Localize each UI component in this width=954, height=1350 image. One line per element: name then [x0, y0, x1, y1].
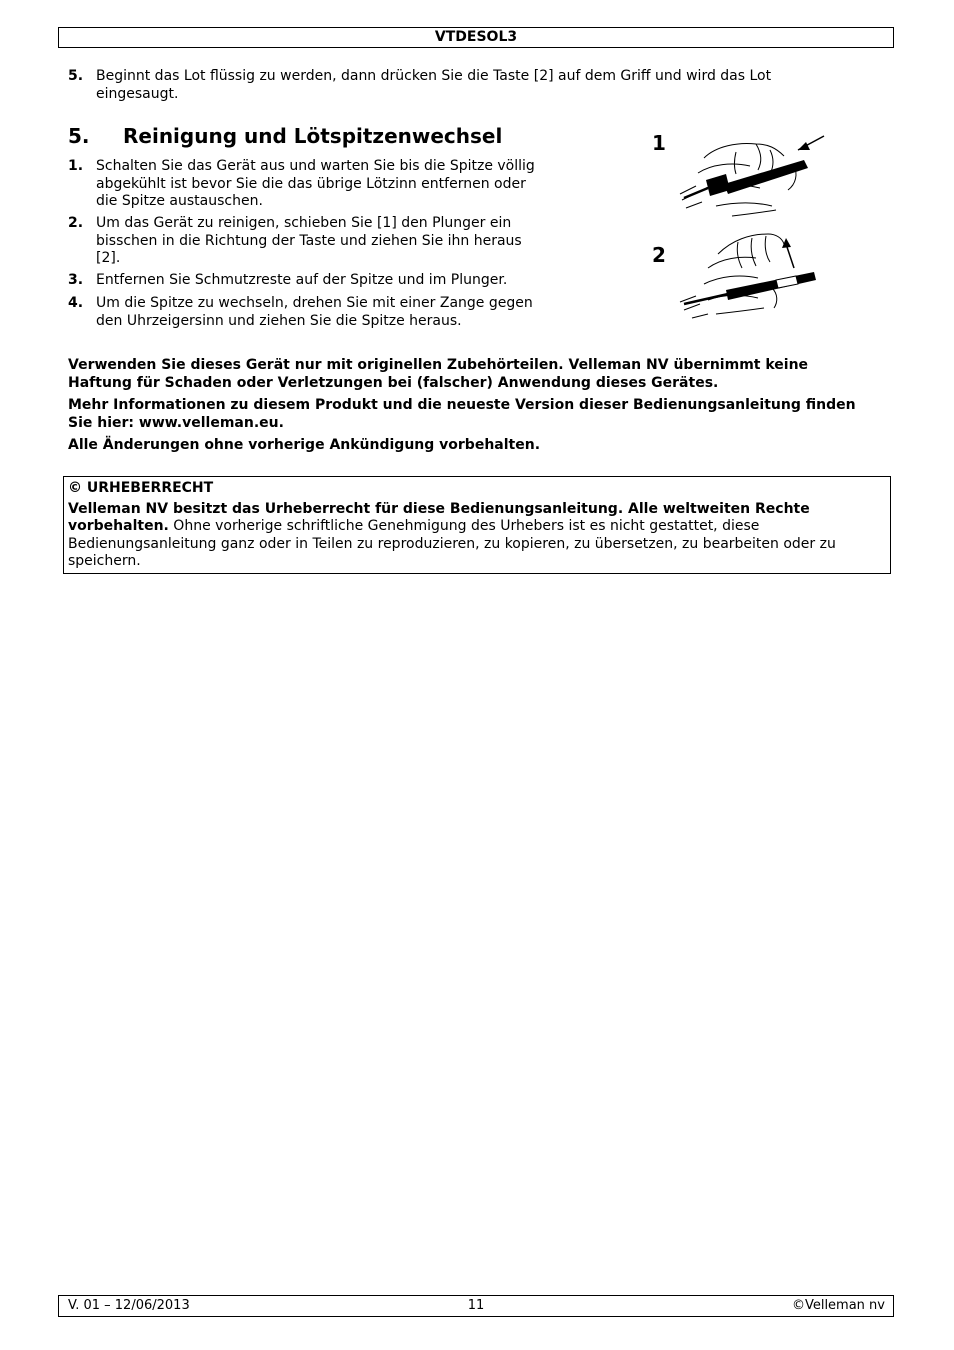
intro-step — [68, 68, 888, 104]
intro-step-line: eingesaugt. — [96, 85, 179, 102]
step-line: Um die Spitze zu wechseln, drehen Sie mit einer Zange gegen — [96, 295, 533, 311]
notice-line: Verwenden Sie dieses Gerät nur mit originellen Zubehörteilen. Velleman NV übernimmt keine — [68, 357, 809, 373]
notice-line: Sie hier: www.velleman.eu. — [68, 414, 284, 431]
plunger-pull-illustration — [678, 228, 828, 324]
notice-line: Mehr Informationen zu diesem Produkt und die neueste Version dieser Bedienungsanleitung finden — [68, 397, 856, 413]
intro-step-number: 5. — [68, 68, 84, 84]
copyright-line: speichern. — [68, 553, 141, 569]
notice-line: Alle Änderungen ohne vorherige Ankündigung vorbehalten. — [68, 437, 541, 453]
copyright-line — [68, 518, 886, 536]
copyright-bold-text: vorbehalten. — [68, 518, 169, 534]
step-line: abgekühlt ist bevor Sie die das übrige Lötzinn entfernen oder — [96, 175, 526, 192]
notice-accessories — [68, 357, 888, 392]
section-title-text: Reinigung und Lötspitzenwechsel — [123, 124, 503, 148]
step-line: [2]. — [96, 250, 121, 266]
page-header — [58, 27, 894, 48]
step-line: Schalten Sie das Gerät aus und warten Sie bis die Spitze völlig — [96, 158, 535, 174]
section-number: 5. — [68, 124, 90, 148]
footer-page-number: 11 — [467, 1298, 485, 1313]
notice-changes — [68, 437, 888, 455]
section-title — [68, 124, 502, 148]
footer-brand: ©Velleman nv — [791, 1298, 885, 1313]
copyright-text: Ohne vorherige schriftliche Genehmigung des Urhebers ist es nicht gestattet, diese — [168, 518, 760, 534]
step-line: Entfernen Sie Schmutzreste auf der Spitze und im Plunger. — [96, 272, 508, 288]
page-footer — [58, 1295, 894, 1317]
list-item — [68, 272, 568, 290]
list-item — [68, 158, 568, 212]
copyright-box — [63, 476, 891, 574]
step-number: 2. — [68, 215, 84, 231]
figure-2-label: 2 — [652, 243, 666, 267]
model-name: VTDESOL3 — [434, 29, 518, 45]
list-item — [68, 215, 568, 269]
step-number: 4. — [68, 295, 84, 311]
notice-line: Haftung für Schaden oder Verletzungen bei (falscher) Anwendung dieses Gerätes. — [68, 374, 719, 391]
plunger-push-illustration — [676, 128, 836, 223]
list-item — [68, 295, 568, 331]
intro-step-line: Beginnt das Lot flüssig zu werden, dann drücken Sie die Taste [2] auf dem Griff und wird das Lot — [96, 68, 772, 84]
copyright-line: Velleman NV besitzt das Urheberrecht für diese Bedienungsanleitung. Alle weltweiten Rechte — [68, 500, 810, 517]
arrow-icon — [786, 244, 794, 268]
step-number: 1. — [68, 158, 84, 174]
notice-more-info — [68, 397, 888, 432]
copyright-line: Bedienungsanleitung ganz oder in Teilen zu reproduzieren, zu kopieren, zu übersetzen, zu bearbeiten oder zu — [68, 535, 836, 552]
step-line: die Spitze austauschen. — [96, 193, 263, 209]
step-line: Um das Gerät zu reinigen, schieben Sie [1] den Plunger ein — [96, 215, 512, 231]
footer-version: V. 01 – 12/06/2013 — [68, 1298, 190, 1313]
step-line: bisschen in die Richtung der Taste und ziehen Sie ihn heraus — [96, 232, 522, 249]
step-number: 3. — [68, 272, 84, 288]
step-line: den Uhrzeigersinn und ziehen Sie die Spitze heraus. — [96, 312, 462, 329]
figure-1-label: 1 — [652, 131, 666, 155]
copyright-title: © URHEBERRECHT — [68, 480, 214, 496]
